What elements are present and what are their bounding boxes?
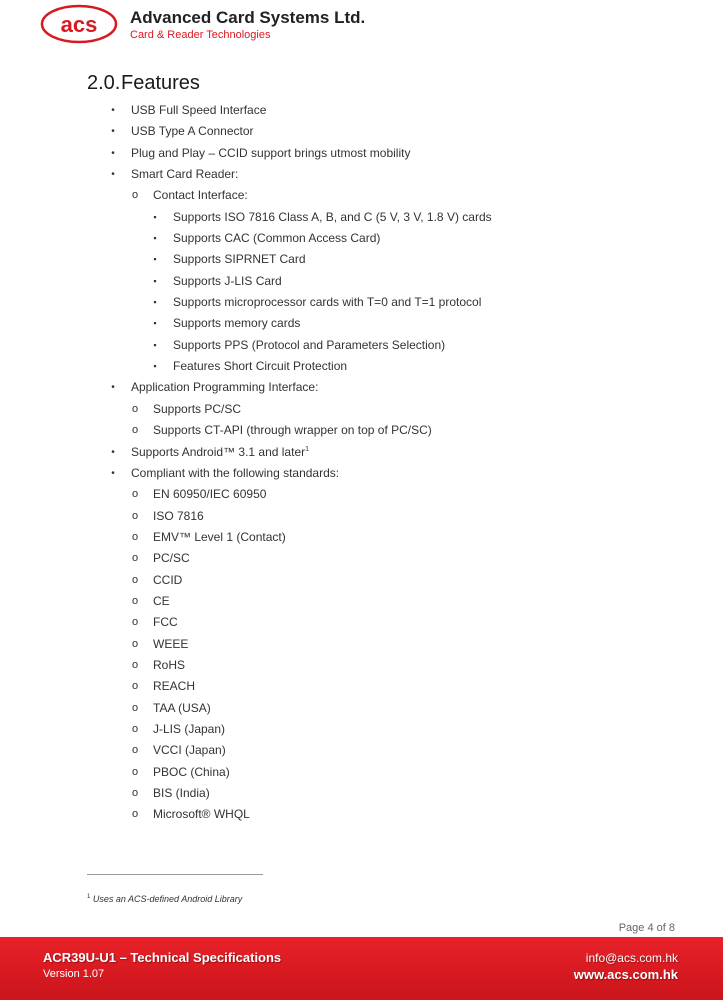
bullet-marker: o xyxy=(131,765,139,778)
bullet-marker: ▪ xyxy=(153,318,157,329)
feature-item-text xyxy=(131,463,339,484)
feature-item xyxy=(0,484,723,505)
feature-item-text xyxy=(153,762,230,783)
bullet-marker: • xyxy=(111,105,115,116)
feature-item xyxy=(0,463,723,484)
feature-item-text xyxy=(153,634,188,655)
feature-item-text xyxy=(173,313,300,334)
feature-item xyxy=(0,506,723,527)
feature-item-text xyxy=(153,655,185,676)
feature-item xyxy=(0,185,723,206)
feature-text: EN 60950/IEC 60950 xyxy=(153,487,267,502)
company-tagline: Card & Reader Technologies xyxy=(130,29,271,41)
feature-text: CCID xyxy=(153,572,183,587)
section-title xyxy=(87,72,200,95)
bullet-marker: o xyxy=(131,787,139,799)
feature-text: Contact Interface: xyxy=(153,188,248,203)
feature-item xyxy=(0,100,723,121)
bullet-marker: o xyxy=(131,808,139,821)
logo-text: acs xyxy=(60,12,98,37)
feature-text: Supports microprocessor cards with T=0 and T=1 protocol xyxy=(173,295,482,310)
feature-item xyxy=(0,762,723,783)
bullet-marker: o xyxy=(131,701,139,714)
feature-text: USB Full Speed Interface xyxy=(131,103,267,117)
feature-item-text xyxy=(173,292,481,313)
feature-item-text xyxy=(131,164,238,185)
feature-text: Plug and Play – CCID support brings utmost mobility xyxy=(131,145,411,160)
feature-item-text xyxy=(131,100,266,121)
section-number: 2.0. xyxy=(87,72,121,94)
bullet-marker: • xyxy=(111,382,115,394)
feature-text: Application Programming Interface: xyxy=(131,380,319,395)
bullet-marker: ▪ xyxy=(153,211,157,222)
feature-item xyxy=(0,292,723,313)
bullet-marker: ▪ xyxy=(153,361,157,372)
bullet-marker: ▪ xyxy=(153,254,157,265)
bullet-marker: o xyxy=(131,594,139,607)
page-number: Page 4 of 8 xyxy=(618,922,675,934)
feature-text: J-LIS (Japan) xyxy=(153,721,226,736)
feature-text: TAA (USA) xyxy=(153,700,211,715)
feature-item xyxy=(0,164,723,185)
bullet-marker: o xyxy=(131,744,139,757)
feature-text: Smart Card Reader: xyxy=(131,167,239,182)
feature-item xyxy=(0,121,723,142)
feature-item xyxy=(0,570,723,591)
bullet-marker: ▪ xyxy=(153,297,157,308)
footer-doc-title: ACR39U-U1 – Technical Specifications xyxy=(43,950,282,965)
feature-item-text xyxy=(173,249,306,270)
bullet-marker: o xyxy=(131,722,139,735)
section-title-text: Features xyxy=(121,72,200,94)
footer-band xyxy=(0,937,723,1000)
feature-item-text xyxy=(153,783,210,804)
feature-item-text xyxy=(131,377,318,398)
feature-item-text xyxy=(173,207,492,228)
bullet-marker: • xyxy=(111,169,115,181)
bullet-marker: • xyxy=(111,446,115,458)
feature-text: Features Short Circuit Protection xyxy=(173,359,348,374)
feature-text: Supports PC/SC xyxy=(153,401,242,416)
bullet-marker: ▪ xyxy=(153,275,157,286)
feature-text: PC/SC xyxy=(153,551,190,566)
feature-text: USB Type A Connector xyxy=(131,124,254,139)
feature-item xyxy=(0,377,723,398)
feature-text: Compliant with the following standards: xyxy=(131,465,340,480)
feature-item-text xyxy=(173,271,282,292)
feature-text: BIS (India) xyxy=(153,786,210,800)
feature-item-text xyxy=(131,442,309,463)
features-list xyxy=(0,100,723,826)
bullet-marker: o xyxy=(131,509,139,522)
feature-item xyxy=(0,442,723,463)
feature-item-text xyxy=(153,570,182,591)
feature-text: Supports memory cards xyxy=(173,316,301,331)
footer-email-link[interactable]: info@acs.com.hk xyxy=(585,951,678,965)
bullet-marker: o xyxy=(131,616,139,629)
feature-text: Supports SIPRNET Card xyxy=(173,252,306,267)
feature-item xyxy=(0,698,723,719)
feature-text: CE xyxy=(153,593,170,608)
acs-logo xyxy=(40,4,118,44)
feature-item xyxy=(0,228,723,249)
feature-item xyxy=(0,548,723,569)
feature-item xyxy=(0,719,723,740)
feature-text: RoHS xyxy=(153,657,186,672)
feature-item xyxy=(0,655,723,676)
feature-text: Microsoft® WHQL xyxy=(153,807,250,822)
bullet-marker: o xyxy=(131,680,139,693)
feature-item xyxy=(0,143,723,164)
feature-item-text xyxy=(153,612,178,633)
bullet-marker: o xyxy=(131,402,139,415)
feature-item-text xyxy=(153,420,432,441)
feature-item xyxy=(0,740,723,761)
feature-item-text xyxy=(131,143,410,164)
bullet-marker: • xyxy=(111,467,115,479)
feature-item xyxy=(0,356,723,377)
feature-item xyxy=(0,271,723,292)
footnote-text: Uses an ACS-defined Android Library xyxy=(90,894,243,904)
feature-item-text xyxy=(153,527,286,548)
bullet-marker: • xyxy=(111,147,115,159)
feature-item xyxy=(0,335,723,356)
feature-text: Supports CAC (Common Access Card) xyxy=(173,231,381,246)
feature-text: Supports Android™ 3.1 and later xyxy=(131,444,306,459)
feature-item-text xyxy=(131,121,254,142)
bullet-marker: o xyxy=(131,424,139,437)
feature-item xyxy=(0,612,723,633)
feature-text: REACH xyxy=(153,679,196,694)
feature-item xyxy=(0,207,723,228)
feature-text: Supports PPS (Protocol and Parameters Selection) xyxy=(173,337,446,352)
feature-item-text xyxy=(153,804,250,825)
footer-website-link[interactable]: www.acs.com.hk xyxy=(573,967,678,982)
feature-item xyxy=(0,313,723,334)
bullet-marker: ▪ xyxy=(153,233,157,244)
feature-item-text xyxy=(153,548,190,569)
feature-text: WEEE xyxy=(153,636,189,651)
feature-item-text xyxy=(153,506,204,527)
bullet-marker: o xyxy=(131,488,139,501)
feature-text: ISO 7816 xyxy=(153,508,204,523)
feature-item-text xyxy=(153,399,241,420)
feature-item xyxy=(0,804,723,825)
feature-item-text xyxy=(153,719,225,740)
company-name: Advanced Card Systems Ltd. xyxy=(130,8,366,27)
bullet-marker: ▪ xyxy=(153,339,157,350)
feature-item-text xyxy=(153,185,248,206)
feature-item xyxy=(0,420,723,441)
feature-item-text xyxy=(153,591,170,612)
feature-text: PBOC (China) xyxy=(153,764,230,779)
feature-item xyxy=(0,783,723,804)
feature-item-text xyxy=(173,228,380,249)
bullet-marker: o xyxy=(131,552,139,565)
feature-item xyxy=(0,399,723,420)
feature-text: Supports ISO 7816 Class A, B, and C (5 V, 3 V, 1.8 V) cards xyxy=(173,209,492,224)
feature-text: Supports J-LIS Card xyxy=(173,273,282,288)
feature-text: EMV™ Level 1 (Contact) xyxy=(153,529,286,544)
footnote-reference: 1 xyxy=(305,445,310,453)
footnote-divider xyxy=(87,874,263,875)
feature-text: Supports CT-API (through wrapper on top of PC/SC) xyxy=(153,423,432,438)
feature-item xyxy=(0,249,723,270)
feature-item-text xyxy=(153,740,226,761)
feature-item xyxy=(0,634,723,655)
footnote-number: 1 xyxy=(87,894,91,900)
bullet-marker: • xyxy=(111,126,115,138)
bullet-marker: o xyxy=(131,189,139,202)
footer-version: Version 1.07 xyxy=(43,968,105,980)
footnote xyxy=(87,894,242,904)
feature-item-text xyxy=(153,676,195,697)
feature-item-text xyxy=(153,698,211,719)
feature-item xyxy=(0,591,723,612)
feature-item-text xyxy=(153,484,266,505)
feature-item xyxy=(0,676,723,697)
feature-text: VCCI (Japan) xyxy=(153,743,226,758)
bullet-marker: o xyxy=(131,658,139,671)
feature-item xyxy=(0,527,723,548)
feature-item-text xyxy=(173,356,347,377)
bullet-marker: o xyxy=(131,573,139,586)
feature-item-text xyxy=(173,335,445,356)
feature-text: FCC xyxy=(153,615,178,630)
bullet-marker: o xyxy=(131,637,139,650)
bullet-marker: o xyxy=(131,530,139,543)
